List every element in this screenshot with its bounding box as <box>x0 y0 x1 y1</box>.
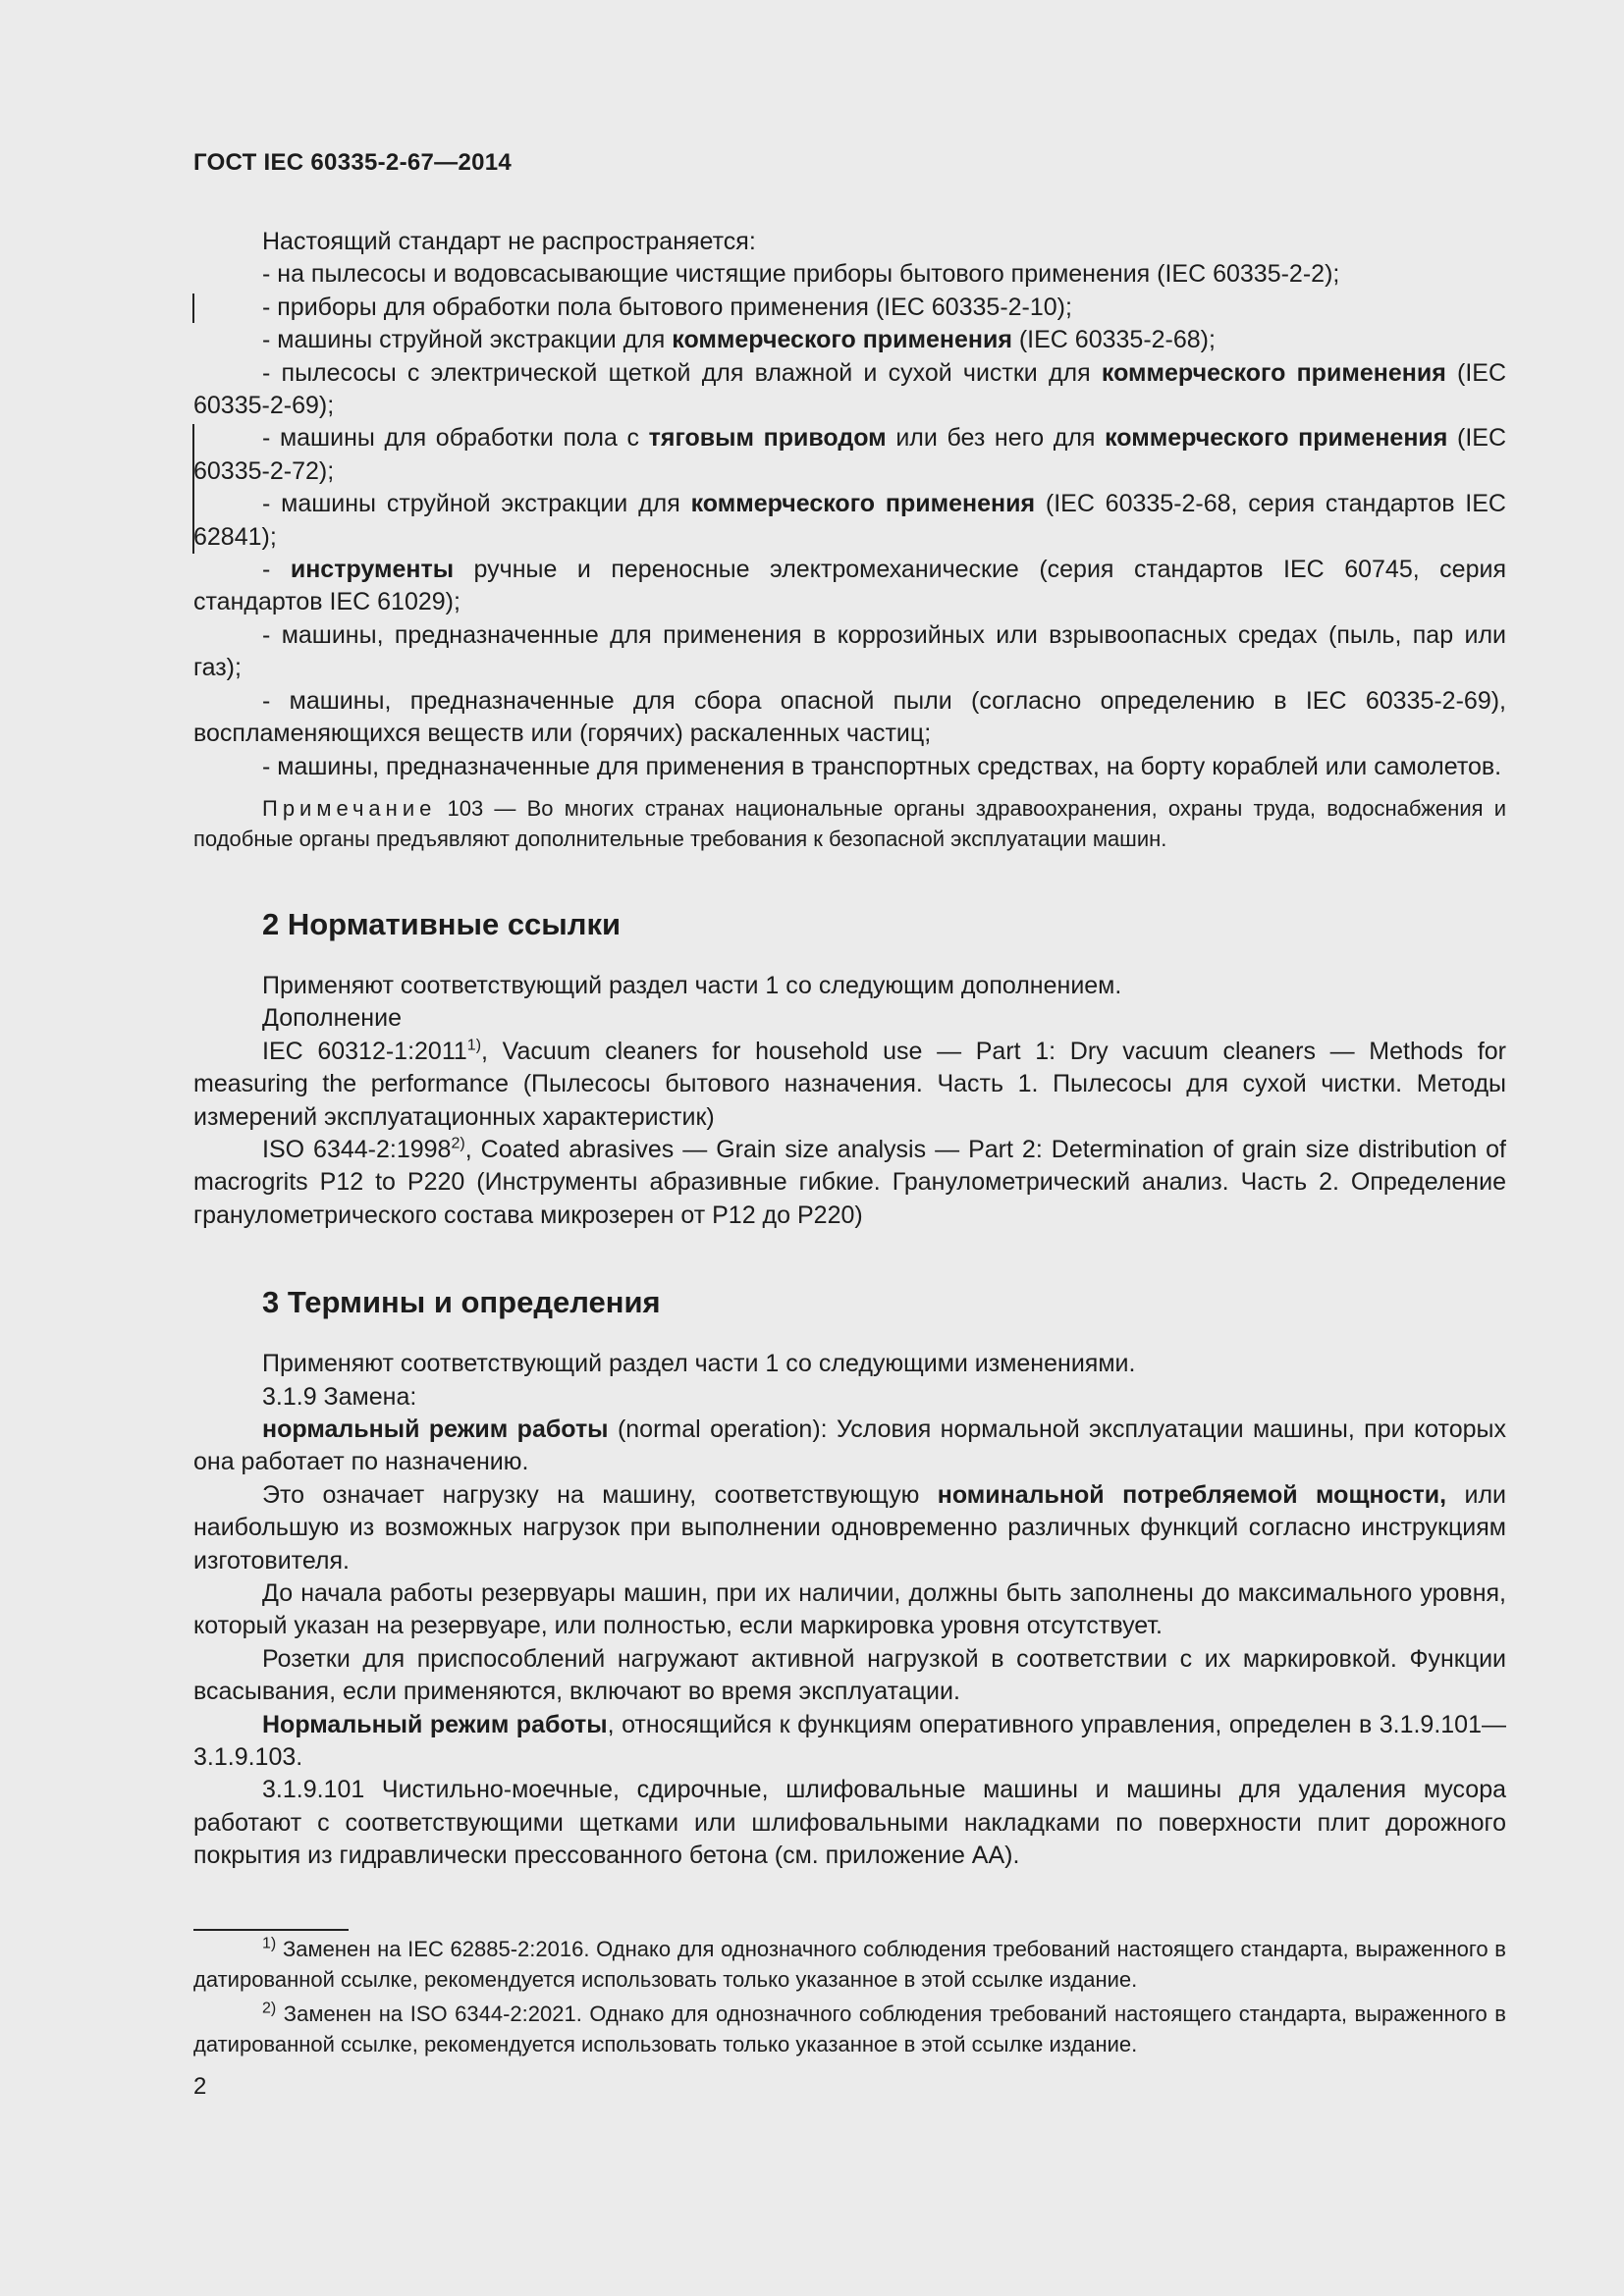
paragraph: Дополнение <box>262 1004 402 1033</box>
footnote-ref[interactable]: 1) <box>466 1037 482 1054</box>
reference: ISO 6344-2:1998$^{2)}$, Coated abrasives — Grain size analysis — Part 2: Determination of grain size distribution of macrogrits P12 to P220 (Инструменты абразивные гибкие. Гранулометрический анализ. Часть 2. Определение гранулометрического состава микрозерен от P12 до P220) <box>193 1135 1506 1229</box>
footnote-ref[interactable]: 2) <box>451 1135 465 1152</box>
document-header: ГОСТ IEC 60335-2-67—2014 <box>193 149 513 176</box>
scope-item: - машины для обработки пола с тяговым приводом или без него для коммерческого применения (IEC 60335-2-72); <box>193 424 1507 485</box>
paragraph: 3.1.9.101 Чистильно-моечные, сдирочные, шлифовальные машины и машины для удаления мусора работают с соответствующими щетками или шлифовальными накладками по поверхности плит дорожного покрытия из гидравлически прессованного бетона (см. приложение АА). <box>193 1776 1506 1870</box>
paragraph: Розетки для приспособлений нагружают активной нагрузкой в соответствии с их маркировкой. Функции всасывания, если применяются, включают во время эксплуатации. <box>193 1644 1506 1706</box>
paragraph: Применяют соответствующий раздел части 1 со следующими изменениями. <box>262 1350 1136 1378</box>
scope-item: - машины, предназначенные для сбора опасной пыли (согласно определению в IEC 60335-2-69), воспламеняющихся веществ или (горячих) раскаленных частиц; <box>193 686 1506 748</box>
scope-item: - пылесосы с электрической щеткой для влажной и сухой чистки для коммерческого применения (IEC 60335-2-69); <box>193 358 1506 420</box>
note-label: Примечание <box>262 795 437 821</box>
scope-item: - инструменты ручные и переносные электромеханические (серия стандартов IEC 60745, серия стандартов IEC 61029); <box>193 556 1506 616</box>
definition: нормальный режим работы (normal operation): Условия нормальной эксплуатации машины, при которых она работает по назначению. <box>193 1415 1506 1476</box>
footnotes <box>193 1934 1506 2063</box>
section-heading: 3 Термины и определения <box>262 1285 661 1320</box>
footnote-separator <box>193 1929 349 1931</box>
scope-intro: Настоящий стандарт не распространяется: <box>262 228 756 255</box>
scope-item: - приборы для обработки пола бытового применения (IEC 60335-2-10); <box>262 293 1072 321</box>
reference: IEC 60312-1:2011$^{1)}$, Vacuum cleaners for household use — Part 1: Dry vacuum cleaners — Methods for measuring the performance (Пылесосы бытового назначения. Часть 1. Пылесосы для сухой чистки. Методы измерений эксплуатационных характеристик) <box>193 1037 1507 1131</box>
paragraph: Нормальный режим работы, относящийся к функциям оперативного управления, определен в 3.1.9.101—3.1.9.103. <box>193 1710 1506 1772</box>
scope-item: - на пылесосы и водовсасывающие чистящие приборы бытового применения (IEC 60335-2-2); <box>262 260 1340 289</box>
footnote: $^{2)}$ Заменен на ISO 6344-2:2021. Однако для однозначного соблюдения требований настоящего стандарта, выраженного в датированной ссылке, рекомендуется использовать только указанное в этой ссылке издание. <box>193 2000 1506 2056</box>
footnote: $^{1)}$ Заменен на IEC 62885-2:2016. Однако для однозначного соблюдения требований настоящего стандарта, выраженного в датированной ссылке, рекомендуется использовать только указанное в этой ссылке издание. <box>193 1935 1506 1992</box>
paragraph: Это означает нагрузку на машину, соответствующую номинальной потребляемой мощности, или наибольшую из возможных нагрузок при выполнении одновременно различных функций согласно инструкциям изготовителя. <box>193 1480 1507 1575</box>
scope-item: - машины струйной экстракции для коммерческого применения (IEC 60335-2-68); <box>262 326 1216 354</box>
page-number: 2 <box>193 2073 207 2100</box>
paragraph: 3.1.9 Замена: <box>262 1382 417 1411</box>
scope-item: - машины, предназначенные для применения в коррозийных или взрывоопасных средах (пыль, пар или газ); <box>193 620 1506 682</box>
note: Примечание 103 — Во многих странах национальные органы здравоохранения, охраны труда, водоснабжения и подобные органы предъявляют дополнительные требования к безопасной эксплуатации машин. <box>193 795 1506 851</box>
paragraph: До начала работы резервуары машин, при их наличии, должны быть заполнены до максимального уровня, который указан на резервуаре, или полностью, если маркировка уровня отсутствует. <box>193 1579 1506 1640</box>
document-body <box>193 226 1506 1873</box>
scope-item: - машины струйной экстракции для коммерческого применения (IEC 60335-2-68, серия стандартов IEC 62841); <box>193 490 1506 551</box>
section-heading: 2 Нормативные ссылки <box>262 906 622 941</box>
scope-item: - машины, предназначенные для применения в транспортных средствах, на борту кораблей или самолетов. <box>262 752 1502 780</box>
paragraph: Применяют соответствующий раздел части 1 со следующим дополнением. <box>262 971 1122 999</box>
